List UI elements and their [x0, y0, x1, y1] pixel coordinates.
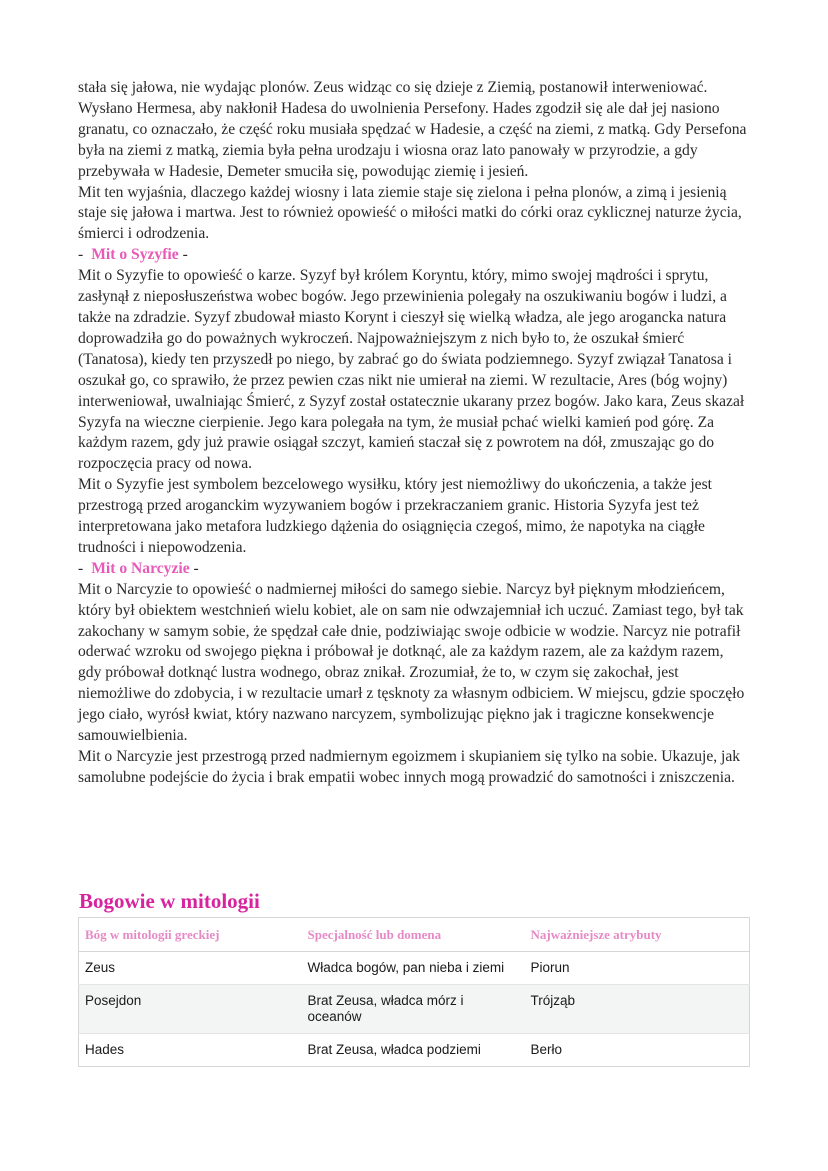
table-cell-domain: Władca bogów, pan nieba i ziemi: [307, 960, 505, 975]
column-header-god: Bóg w mitologii greckiej: [79, 918, 302, 952]
paragraph-narcissus-meaning: Mit o Narcyzie jest przestrogą przed nadmiernym egoizmem i skupianiem się tylko na sobie. Ukazuje, jak samolubne podejście do życia i brak empatii wobec innych mogą prowadzić do samotności i zniszczenia.: [78, 748, 741, 786]
table-row: [79, 1034, 750, 1067]
table-row: [79, 952, 750, 985]
table-cell-god: Posejdon: [79, 985, 302, 1034]
subheading-tail: -: [178, 246, 188, 264]
subheading-narcissus-title: Mit o Narcyzie: [91, 559, 190, 577]
table-cell-attribute: Berło: [525, 1034, 750, 1067]
table-cell-domain: Brat Zeusa, władca podziemi: [302, 1034, 525, 1067]
paragraph-sisyphus-story: Mit o Syzyfie to opowieść o karze. Syzyf był królem Koryntu, który, mimo swojej mądrości i sprytu, zasłynął z nieposłuszeństwa wobec bogów. Jego przewinienia polegały na oszukiwaniu bogów i ludzi, a także na zdradzie. Syzyf zbudował miasto Korynt i cieszył się wielką władza, ale jego arogancka natura doprowadziła go do poważnych wykroczeń. Najpoważniejszym z nich było to, że oszukał śmierć (Tanatosa), kiedy ten przyszedł po niego, by zabrać go do świata podziemnego. Syzyf związał Tanatosa i oszukał go, co sprawiło, że przez pewien czas nikt nie umierał na ziemi. W rezultacie, Ares (bóg wojny) interweniował, uwalniając Śmierć, z Syzyf został ostatecznie ukarany przez bogów. Jako kara, Zeus skazał Syzyfa na wieczne cierpienie. Jego kara polegała na tym, że musiał pchać wielki kamień pod górę. Za każdym razem, gdy już prawie osiągał szczyt, kamień staczał się z powrotem na dół, zmuszając go do rozpoczęcia pracy od nowa.: [78, 267, 745, 473]
table-cell-god: Zeus: [85, 960, 116, 975]
section-title-gods: Bogowie w mitologii: [79, 889, 260, 913]
subheading-sisyphus: [78, 245, 750, 266]
column-header-attributes: Najważniejsze atrybuty: [525, 918, 750, 952]
subheading-dash: -: [78, 559, 84, 577]
gods-table: [78, 917, 750, 1067]
subheading-tail: -: [189, 559, 199, 577]
paragraph-sisyphus-meaning: Mit o Syzyfie jest symbolem bezcelowego wysiłku, który jest niemożliwy do ukończenia, a także jest przestrogą przed aroganckim wyzywaniem bogów i przekraczaniem granic. Historia Syzyfa jest też interpretowana jako metafora ludzkiego dążenia do osiągnięcia czegoś, mimo, że napotyka na ciągłe trudności i niepowodzenia.: [78, 476, 712, 556]
paragraph-persephone-ending: stała się jałowa, nie wydając plonów. Zeus widząc co się dzieje z Ziemią, postanowił interweniować. Wysłano Hermesa, aby nakłonił Hadesa do uwolnienia Persefony. Hades zgodził się ale dał jej nasiono granatu, co oznaczało, że część roku musiała spędzać w Hadesie, a część na ziemi, z matką. Gdy Persefona była na ziemi z matką, ziemia była pełna urodzaju i wiosna oraz lato panowały w przyrodzie, a gdy przebywała w Hadesie, Demeter smuciła się, powodując ziemię i jesień.: [78, 79, 747, 180]
paragraph-persephone-meaning: Mit ten wyjaśnia, dlaczego każdej wiosny i lata ziemie staje się zielona i pełna plonów, a zimą i jesienią staje się jałowa i martwa. Jest to również opowieść o miłości matki do córki oraz cyklicznej naturze życia, śmierci i odrodzenia.: [78, 183, 742, 243]
subheading-dash: -: [78, 246, 84, 264]
table-row: [79, 985, 750, 1034]
table-cell-attribute: Piorun: [530, 960, 570, 975]
document-body: [78, 78, 750, 789]
table-cell-god: Hades: [79, 1034, 302, 1067]
table-cell-domain: Brat Zeusa, władca mórz i oceanów: [302, 985, 525, 1034]
subheading-sisyphus-title: Mit o Syzyfie: [91, 246, 179, 264]
table-cell-attribute: Trójząb: [525, 985, 750, 1034]
subheading-narcissus: [78, 559, 750, 580]
paragraph-narcissus-story: Mit o Narcyzie to opowieść o nadmiernej miłości do samego siebie. Narcyz był pięknym młodzieńcem, który był obiektem westchnień wielu kobiet, ale on sam nie odwzajemniał ich uczuć. Zamiast tego, był tak zakochany w samym sobie, że spędzał całe dnie, podziwiając swoje odbicie w wodzie. Narcyz nie potrafił oderwać wzroku od swojego piękna i próbował je dotknąć, ale za każdym razem, ale za każdym razem, gdy próbował dotknąć lustra wodnego, obraz znikał. Zrozumiał, że to, w czym się zakochał, jest niemożliwe do zdobycia, i w rezultacie umarł z tęsknoty za własnym odbiciem. W miejscu, gdzie spoczęło jego ciało, wyrósł kwiat, który nazwano narcyzem, symbolizując piękno jak i tragiczne konsekwencje samouwielbienia.: [78, 580, 745, 745]
table-header-row: [79, 918, 750, 952]
column-header-domain: Specjalność lub domena: [302, 918, 525, 952]
